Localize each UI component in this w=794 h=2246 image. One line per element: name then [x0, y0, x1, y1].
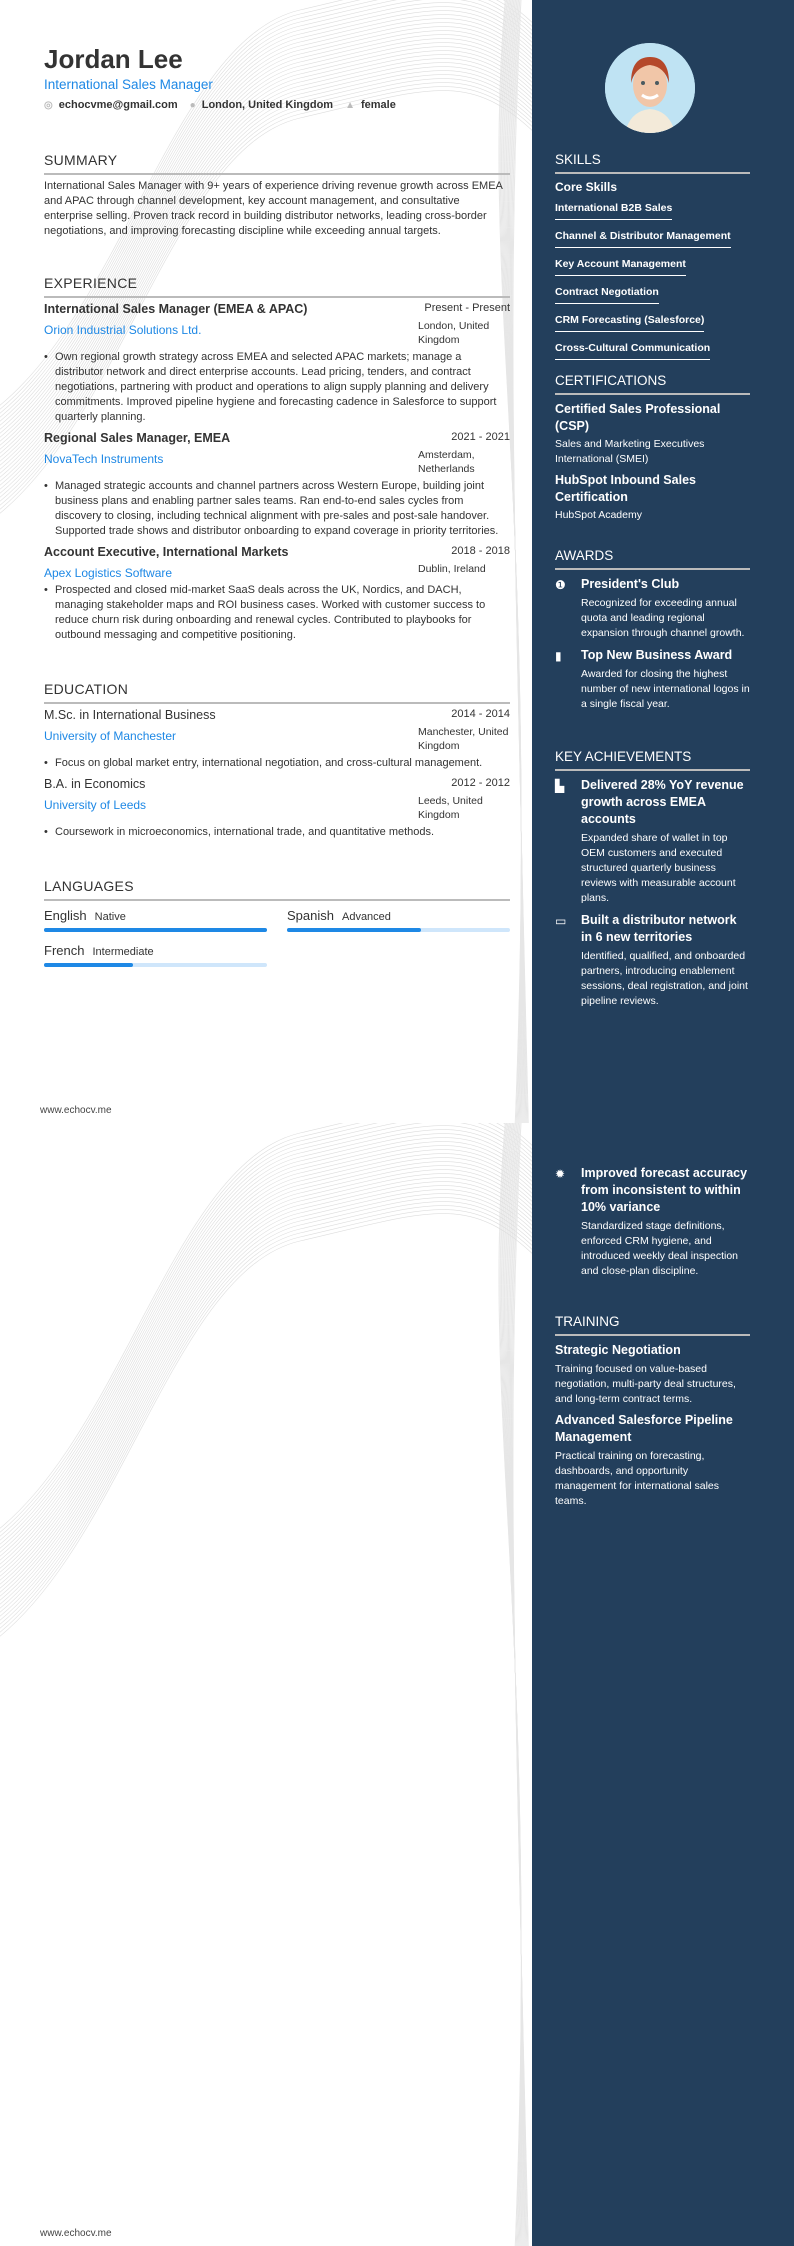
certifications-section	[555, 373, 750, 528]
email[interactable]: echocvme@gmail.com	[58, 99, 178, 111]
certification-item	[555, 401, 750, 467]
language-proficiency-bar	[287, 928, 510, 932]
company-name: NovaTech Instruments	[44, 452, 164, 466]
job-location: Amsterdam, Netherlands	[418, 449, 475, 475]
awards-item	[555, 576, 750, 641]
section-heading: LANGUAGES	[44, 878, 134, 894]
job-location: Dublin, Ireland	[418, 563, 486, 575]
section-heading: TRAINING	[555, 1314, 620, 1329]
education-bullet: • Focus on global market entry, international negotiation, and cross-cultural management.	[44, 756, 510, 771]
experience-entry	[44, 545, 510, 643]
job-bullet: • Managed strategic accounts and channel partners across Western Europe, building joint business plans and enabling partner sales teams. Ran end-to-end sales cycles from discovery to closing, including technical alignment with pre-sales and post-sale handover. Supported trade shows and distributor onboarding to expand coverage in priority territories.	[44, 479, 510, 539]
certification-issuer: HubSpot Academy	[555, 509, 642, 521]
school-location: Manchester, United Kingdom	[418, 726, 509, 752]
divider	[44, 296, 510, 298]
training-description: Training focused on value-based negotiation, multi-party deal structures, and long-term contract terms.	[555, 1363, 736, 1405]
summary-section	[44, 152, 510, 239]
degree: M.Sc. in International Business	[44, 708, 216, 722]
skill-item: CRM Forecasting (Salesforce)	[555, 314, 704, 332]
job-title: Regional Sales Manager, EMEA	[44, 431, 231, 445]
education-dates: 2012 - 2012	[451, 777, 510, 789]
certification-item	[555, 472, 750, 523]
avatar	[605, 43, 695, 133]
section-heading: AWARDS	[555, 548, 614, 563]
bar-chart-icon: ▮	[555, 649, 562, 663]
skill-item: International B2B Sales	[555, 202, 672, 220]
education-entry	[44, 708, 510, 771]
divider	[555, 1334, 750, 1336]
gender: female	[361, 99, 396, 111]
gear-icon: ✹	[555, 1167, 566, 1181]
divider	[555, 769, 750, 771]
language-level: Intermediate	[92, 946, 154, 958]
skill-item: Key Account Management	[555, 258, 686, 276]
experience-entry	[44, 302, 510, 425]
achievements-title: Improved forecast accuracy from inconsistent to within 10% variance	[581, 1166, 748, 1214]
divider	[555, 393, 750, 395]
awards-section	[555, 548, 750, 718]
training-title: Strategic Negotiation	[555, 1343, 681, 1357]
footer-url[interactable]: www.echocv.me	[40, 1105, 112, 1116]
job-title: Account Executive, International Markets	[44, 545, 289, 559]
section-heading: SKILLS	[555, 152, 601, 167]
achievements-title: Built a distributor network in 6 new territories	[581, 913, 737, 944]
language-level: Native	[94, 911, 126, 923]
divider	[44, 173, 510, 175]
languages-section	[44, 878, 510, 967]
job-bullet: • Own regional growth strategy across EMEA and selected APAC markets; manage a distributor network and direct enterprise accounts. Lead pricing, tenders, and contract negotiations, partnering with product and operations to align supply planning and delivery commitments. Improved pipeline hygiene and forecasting cadence in Salesforce to support quarterly planning.	[44, 350, 510, 425]
awards-title: President's Club	[581, 577, 680, 591]
skills-section	[555, 152, 750, 366]
job-title: International Sales Manager (EMEA & APAC)	[44, 302, 308, 316]
training-description: Practical training on forecasting, dashboards, and opportunity management for international sales teams.	[555, 1450, 720, 1507]
achievements-description: Identified, qualified, and onboarded partners, introducing enablement sessions, deal registration, and joint pipeline reviews.	[581, 950, 748, 1007]
degree: B.A. in Economics	[44, 777, 146, 791]
divider	[44, 899, 510, 901]
awards-description: Recognized for exceeding annual quota and leading regional expansion through channel growth.	[581, 597, 745, 639]
job-dates: Present - Present	[424, 302, 510, 314]
job-dates: 2018 - 2018	[451, 545, 510, 557]
skill-item: Channel & Distributor Management	[555, 230, 731, 248]
candidate-name: Jordan Lee	[44, 44, 183, 74]
language-level: Advanced	[341, 911, 391, 923]
job-bullet: • Prospected and closed mid-market SaaS deals across the UK, Nordics, and DACH, managing stakeholder maps and ROI business cases. Worked with customer success to reduce churn risk during onboarding and renewal cycles. Contributed to playbooks for outbound messaging and competitive positioning.	[44, 583, 510, 643]
experience-entry	[44, 431, 510, 539]
at-icon: ◎	[44, 100, 53, 111]
divider	[555, 172, 750, 174]
achievements-item	[555, 912, 750, 1009]
awards-description: Awarded for closing the highest number of new international logos in a single fiscal year.	[581, 668, 750, 710]
training-section	[555, 1314, 750, 1514]
company-name: Apex Logistics Software	[44, 566, 173, 580]
document-icon: ▙	[555, 779, 565, 793]
achievements-item	[555, 1165, 750, 1279]
section-heading: EXPERIENCE	[44, 275, 138, 291]
language-item	[44, 942, 267, 967]
awards-title: Top New Business Award	[581, 648, 733, 662]
education-entry	[44, 777, 510, 840]
section-heading: SUMMARY	[44, 152, 118, 168]
section-heading: KEY ACHIEVEMENTS	[555, 749, 692, 764]
divider	[44, 702, 510, 704]
awards-item	[555, 647, 750, 712]
divider	[555, 568, 750, 570]
achievements-section	[555, 749, 750, 1015]
language-proficiency-bar	[44, 928, 267, 932]
certification-title: HubSpot Inbound Sales Certification	[555, 473, 696, 504]
achievements-continued	[555, 1165, 750, 1285]
certification-title: Certified Sales Professional (CSP)	[555, 402, 721, 433]
language-name: Spanish	[287, 908, 334, 923]
job-location: London, United Kingdom	[418, 320, 490, 346]
achievements-item	[555, 777, 750, 906]
toggle-icon: ▭	[555, 914, 567, 928]
location-pin-icon: ●	[189, 100, 196, 111]
training-item	[555, 1412, 750, 1509]
experience-section	[44, 275, 510, 649]
skill-group-title: Core Skills	[555, 180, 618, 194]
section-heading: CERTIFICATIONS	[555, 373, 667, 388]
contact-row	[44, 99, 396, 111]
job-dates: 2021 - 2021	[451, 431, 510, 443]
language-item	[44, 907, 267, 932]
achievements-description: Standardized stage definitions, enforced CRM hygiene, and introduced weekly deal inspection and close-plan discipline.	[581, 1220, 739, 1277]
training-title: Advanced Salesforce Pipeline Management	[555, 1413, 733, 1444]
language-name: English	[44, 908, 87, 923]
summary-text: International Sales Manager with 9+ years of experience driving revenue growth across EMEA and APAC through channel development, key account management, and consultative enterprise selling. Proven track record in building distributor networks, leading cross-border negotiations, and improving forecasting discipline while exceeding annual targets.	[44, 180, 503, 237]
section-heading: EDUCATION	[44, 681, 129, 697]
school-location: Leeds, United Kingdom	[418, 795, 483, 821]
decorative-waves	[0, 1123, 532, 2246]
skill-item: Cross-Cultural Communication	[555, 342, 710, 360]
language-name: French	[44, 943, 85, 958]
location: London, United Kingdom	[201, 99, 334, 111]
footer-url[interactable]: www.echocv.me	[40, 2228, 112, 2239]
education-bullet: • Coursework in microeconomics, international trade, and quantitative methods.	[44, 825, 510, 840]
achievements-description: Expanded share of wallet in top OEM customers and executed structured quarterly business reviews with measurable account plans.	[581, 832, 736, 904]
language-proficiency-bar	[44, 963, 267, 967]
skill-item: Contract Negotiation	[555, 286, 659, 304]
school-name: University of Manchester	[44, 729, 177, 743]
school-name: University of Leeds	[44, 798, 147, 812]
language-item	[287, 907, 510, 932]
person-icon: ▲	[345, 100, 355, 111]
candidate-title: International Sales Manager	[44, 77, 213, 92]
education-section	[44, 681, 510, 846]
training-item	[555, 1342, 750, 1407]
company-name: Orion Industrial Solutions Ltd.	[44, 323, 202, 337]
certification-issuer: Sales and Marketing Executives International (SMEI)	[555, 438, 705, 465]
achievements-title: Delivered 28% YoY revenue growth across EMEA accounts	[581, 778, 744, 826]
badge-icon: ❶	[555, 578, 566, 592]
education-dates: 2014 - 2014	[451, 708, 510, 720]
